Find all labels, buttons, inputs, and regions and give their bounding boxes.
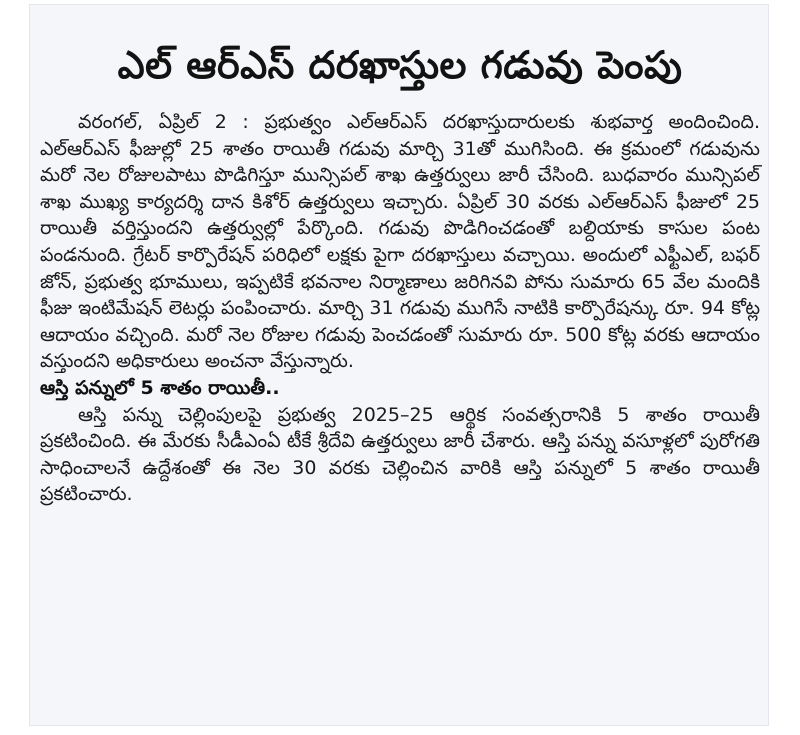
- news-clipping: [29, 4, 769, 726]
- headline: ఎల్ ఆర్ఎస్ దరఖాస్తుల గడువు పెంపు: [117, 43, 683, 87]
- article-body: [40, 109, 760, 508]
- paragraph-property-tax: ఆస్తి పన్ను చెల్లింపులపై ప్రభుత్వ 2025–25 ఆర్థిక సంవత్సరానికి 5 శాతం రాయితీ ప్రకటించింది. ఈ మేరకు సీడీఎంఏ టీకే శ్రీదేవి ఉత్తర్వులు జారీ చేశారు. ఆస్తి పన్ను వసూళ్లలో పురోగతి సాధించాలనే ఉద్దేశంతో ఈ నెల 30 వరకు చెల్లించిన వారికి ఆస్తి పన్నులో 5 శాతం రాయితీ ప్రకటించారు.: [40, 403, 760, 506]
- subheading-property-tax: ఆస్తి పన్నులో 5 శాతం రాయితీ..: [40, 376, 280, 399]
- paragraph-lrs-deadline: వరంగల్, ఏప్రిల్ 2 : ప్రభుత్వం ఎల్ఆర్ఎస్ దరఖాస్తుదారులకు శుభవార్త అందించింది. ఎల్ఆర్ఎస్ ఫీజుల్లో 25 శాతం రాయితీ గడువు మార్చి 31తో ముగిసింది. ఈ క్రమంలో గడువును మరో నెల రోజులపాటు పొడిగిస్తూ మున్సిపల్ శాఖ ఉత్తర్వులు జారీ చేసింది. బుధవారం మున్సిపల్ శాఖ ముఖ్య కార్యదర్శి దాన కిశోర్ ఉత్తర్వులు ఇచ్చారు. ఏప్రిల్ 30 వరకు ఎల్ఆర్ఎస్ ఫీజులో 25 రాయితీ వర్తిస్తుందని ఉత్తర్వుల్లో పేర్కొంది. గడువు పొడిగించడంతో బల్దియాకు కాసుల పంట పండనుంది. గ్రేటర్ కార్పొరేషన్ పరిధిలో లక్షకు పైగా దరఖాస్తులు వచ్చాయి. అందులో ఎఫ్టీఎల్, బఫర్ జోన్, ప్రభుత్వ భూములు, ఇప్పటికే భవనాల నిర్మాణాలు జరిగినవి పోను సుమారు 65 వేల మందికి ఫీజు ఇంటిమేషన్ లెటర్లు పంపించారు. మార్చి 31 గడువు ముగిసే నాటికి కార్పొరేషన్కు రూ. 94 కోట్ల ఆదాయం వచ్చింది. మరో నెల రోజుల గడువు పెంచడంతో సుమారు రూ. 500 కోట్ల వరకు ఆదాయం వస్తుందని అధికారులు అంచనా వేస్తున్నారు.: [40, 111, 760, 373]
